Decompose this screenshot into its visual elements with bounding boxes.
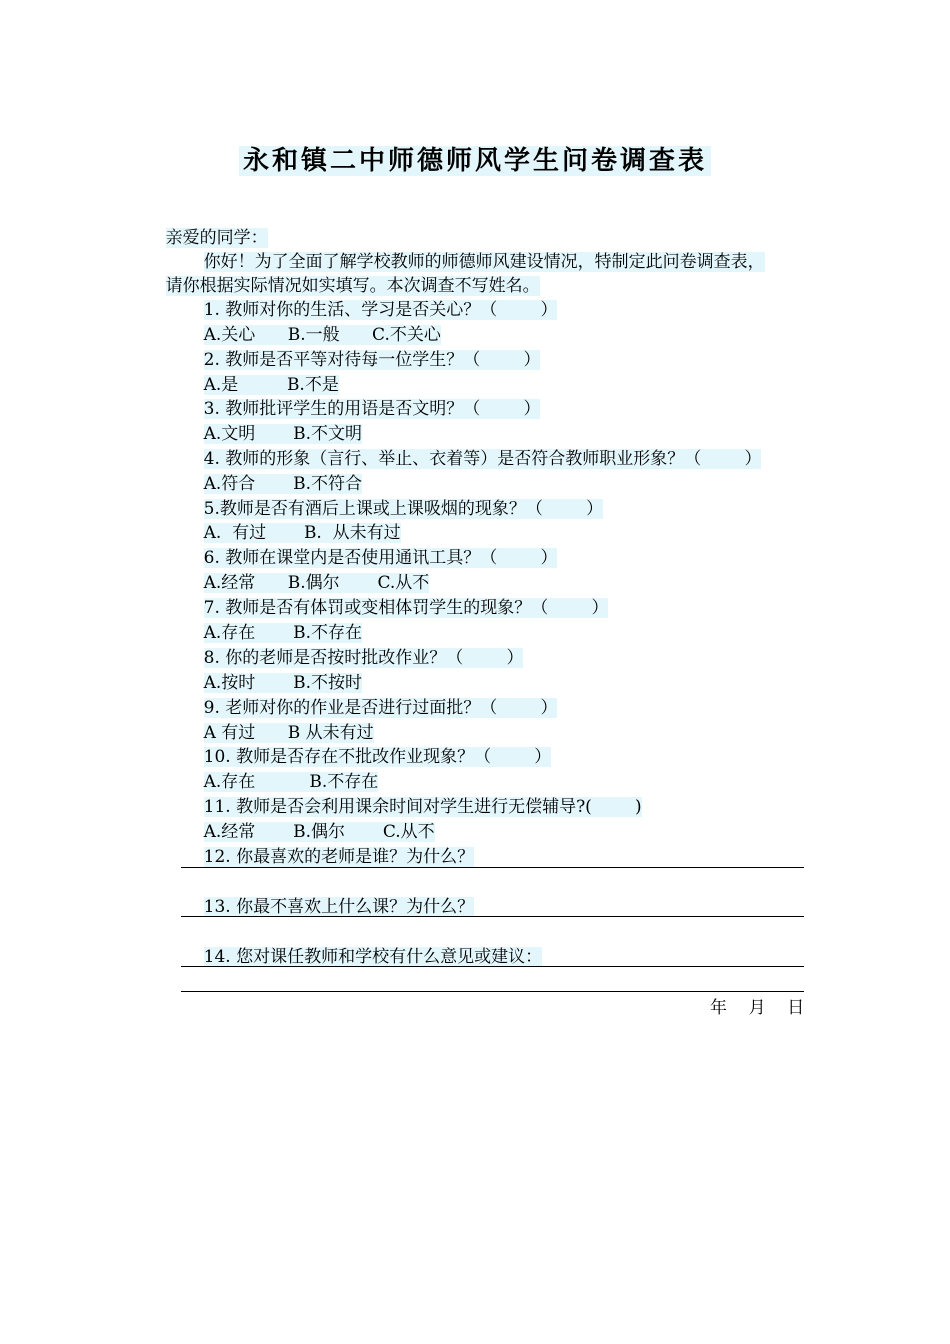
question-10-options-text: A.存在 B.不存在 <box>203 772 379 792</box>
question-7-options-text: A.存在 B.不存在 <box>203 623 363 643</box>
question-5-text: 5.教师是否有酒后上课或上课吸烟的现象？（ ） <box>203 499 604 519</box>
question-1-text: 1. 教师对你的生活、学习是否关心？（ ） <box>203 300 558 320</box>
date-field: 年 月 日 <box>710 998 805 1018</box>
question-1-options-text: A.关心 B.一般 C.不关心 <box>203 325 441 345</box>
document-title <box>0 142 950 180</box>
question-6-options-text: A.经常 B.偶尔 C.从不 <box>203 573 430 593</box>
question-9-options-text: A 有过 B 从未有过 <box>203 723 374 743</box>
question-9-text: 9. 老师对你的作业是否进行过面批？（ ） <box>203 698 558 718</box>
intro-line-2-text: 请你根据实际情况如实填写。本次调查不写姓名。 <box>165 276 540 296</box>
question-4-text: 4. 教师的形象（言行、举止、衣着等）是否符合教师职业形象？（ ） <box>203 449 762 469</box>
question-6-text: 6. 教师在课堂内是否使用通讯工具？（ ） <box>203 548 558 568</box>
question-5-options-text: A. 有过 B. 从未有过 <box>203 523 401 543</box>
answer-line-14b[interactable] <box>181 991 804 992</box>
question-8-text: 8. 你的老师是否按时批改作业？（ ） <box>203 648 524 668</box>
question-11-options-text: A.经常 B.偶尔 C.从不 <box>203 822 435 842</box>
answer-line-14a[interactable] <box>181 966 804 967</box>
question-2-text: 2. 教师是否平等对待每一位学生？（ ） <box>203 350 541 370</box>
open-question-14-text: 14. 您对课任教师和学校有什么意见或建议： <box>203 947 543 967</box>
question-2-options-text: A.是 B.不是 <box>203 375 339 395</box>
question-4-options-text: A.符合 B.不符合 <box>203 474 363 494</box>
question-3-text: 3. 教师批评学生的用语是否文明？（ ） <box>203 399 541 419</box>
open-question-12-text: 12. 你最喜欢的老师是谁？为什么？ <box>203 847 475 867</box>
intro-line-1-text: 你好！为了全面了解学校教师的师德师风建设情况，特制定此问卷调查表， <box>203 252 765 272</box>
open-question-13-text: 13. 你最不喜欢上什么课？为什么？ <box>203 897 475 917</box>
question-7-text: 7. 教师是否有体罚或变相体罚学生的现象？（ ） <box>203 598 609 618</box>
open-question-14 <box>182 921 542 993</box>
greeting-text: 亲爱的同学： <box>165 228 268 248</box>
question-8-options-text: A.按时 B.不按时 <box>203 673 363 693</box>
question-10-text: 10. 教师是否存在不批改作业现象？（ ） <box>203 747 552 767</box>
document-title-text: 永和镇二中师德师风学生问卷调查表 <box>239 146 711 176</box>
question-3-options-text: A.文明 B.不文明 <box>203 424 363 444</box>
question-11-text: 11. 教师是否会利用课余时间对学生进行无偿辅导?( ) <box>203 797 642 817</box>
answer-line-13[interactable] <box>181 916 804 917</box>
answer-line-12[interactable] <box>181 867 804 868</box>
